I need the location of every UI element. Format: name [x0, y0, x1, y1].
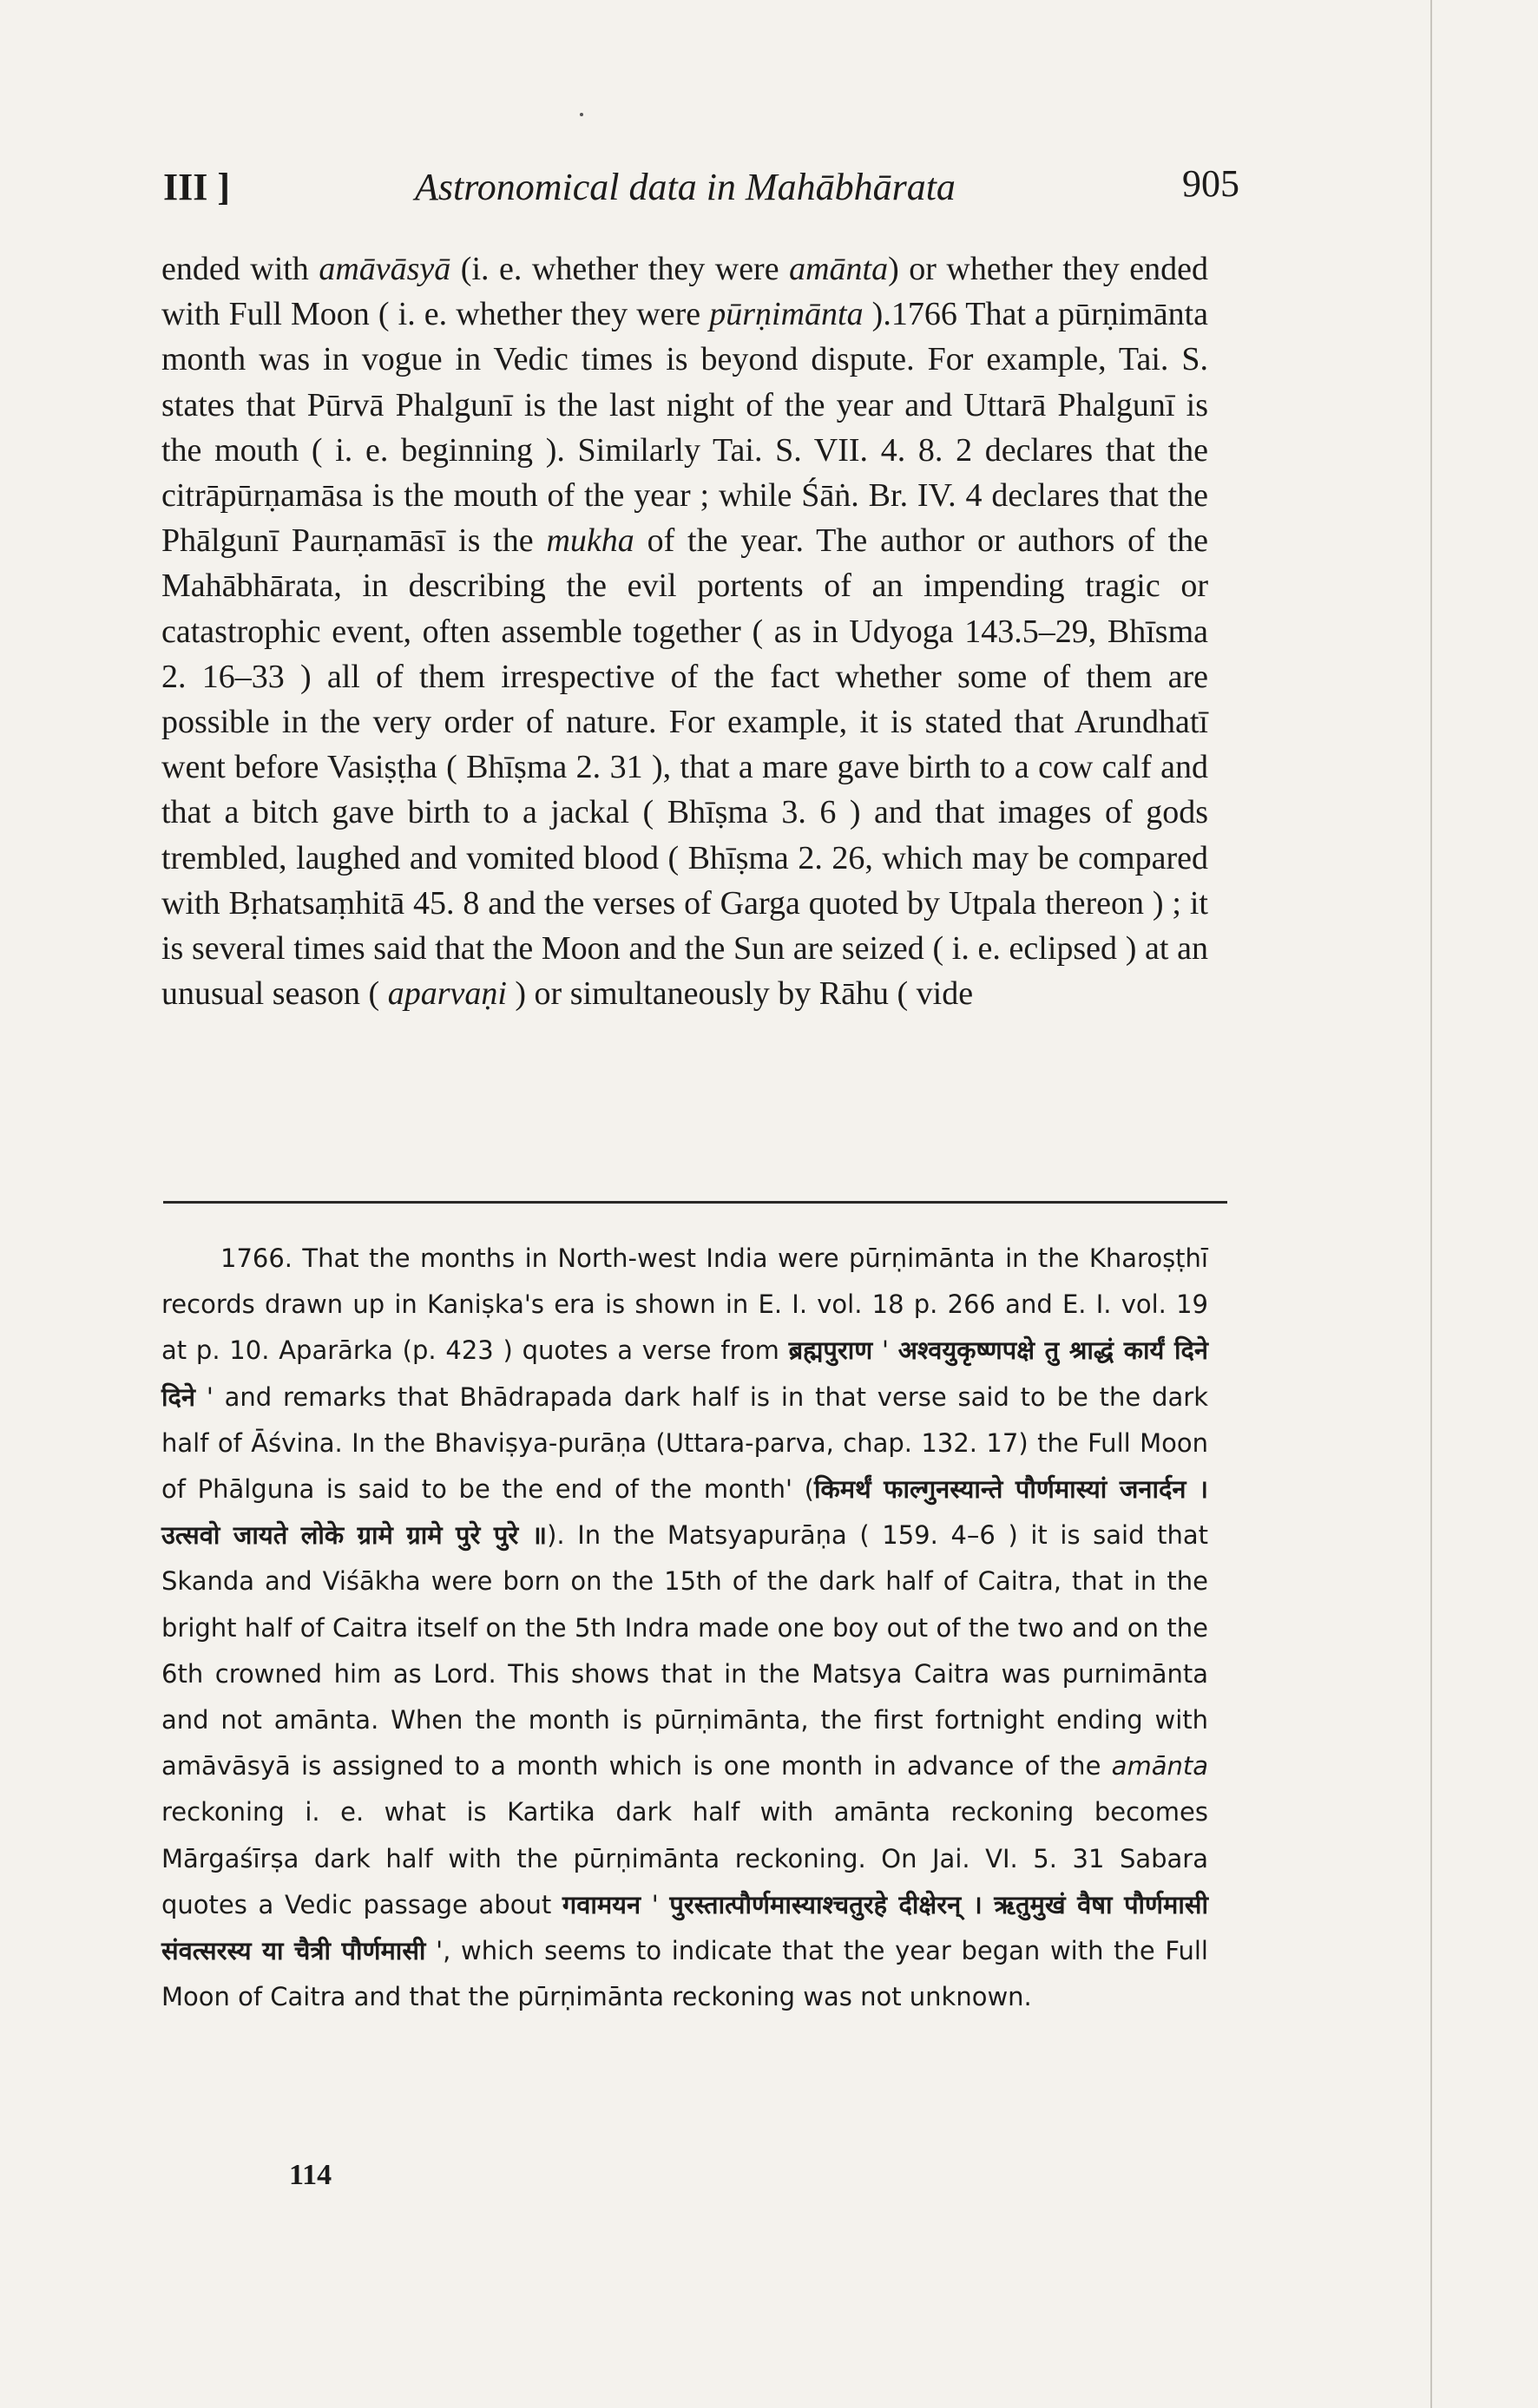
text-run: ', which seems to indicate that the year began with the Full Moon of Caitra and that the pūrṇimānta reckoning was not unknown. — [161, 1936, 1208, 2012]
print-speck — [580, 113, 583, 116]
devanagari-quote: पुरस्तात्पौर्णमास्याश्चतुरहे दीक्षेरन् । ऋतुमुखं वैषा पौर्णमासी संवत्सरस्य या चैत्री पौर्णमासी — [161, 1889, 1208, 1966]
italic-term: pūrṇimānta — [709, 296, 864, 333]
text-run: ' — [641, 1889, 670, 1919]
scan-edge-line — [1430, 0, 1432, 2408]
text-run: 1766. That the months in North-west India were pūrṇimānta in the Kharoṣṭhī records drawn up in Kaniṣka's era is shown in E. I. vol. 18 p. 266 and E. I. vol. 19 at p. 10. Aparārka (p. 423 ) quotes a verse from — [161, 1243, 1208, 1366]
text-run: of the year. The author or authors of the Mahābhārata, in describing the evil portents of an impending tragic or catastrophic event, often assemble together ( as in Udyoga 143.5–29, Bhīsma 2. 16–33 ) all of them irrespective of the fact whether some of them are possible in the very order of nature. For example, it is stated that Arundhatī went before Vasiṣṭha ( Bhīṣma 2. 31 ), that a mare gave birth to a cow calf and that a bitch gave birth to a jackal ( Bhīṣma 3. 6 ) and that images of gods trembled, laughed and vomited blood ( Bhīṣma 2. 26, which may be compared with Bṛhatsaṃhitā 45. 8 and the verses of Garga quoted by Utpala thereon ) ; it is several times said that the Moon and the Sun are seized ( i. e. eclipsed ) at an unusual season ( — [161, 522, 1208, 1013]
text-run: ). In the Matsyapurāṇa ( 159. 4–6 ) it is said that Skanda and Viśākha were born on the 15th of the dark half of Caitra, that in the bright half of Caitra itself on the 5th Indra made one boy out of the two and on the 6th crowned him as Lord. This shows that in the Matsya Caitra was purnimānta and not amānta. When the month is pūrṇimānta, the first fortnight ending with amāvāsyā is assigned to a month which is one month in advance of the — [161, 1520, 1208, 1781]
text-run: ) or whether they ended with Full Moon ( i. e. whether they were — [161, 251, 1208, 333]
footnote-rule — [163, 1201, 1227, 1204]
paragraph-text — [161, 246, 1208, 1016]
footnote-text — [161, 1236, 1208, 2020]
italic-term: amānta — [789, 251, 889, 287]
text-run: reckoning i. e. what is Kartika dark half with amānta reckoning becomes Mārgaśīrṣa dark half with the pūrṇimānta reckoning. On Jai. VI. 5. 31 Sabara quotes a Vedic passage about — [161, 1797, 1208, 1919]
running-header — [163, 162, 1239, 217]
page-number: 905 — [1182, 162, 1239, 205]
devanagari-quote: ब्रह्मपुराण — [788, 1335, 873, 1366]
italic-term: mukha — [546, 522, 634, 560]
devanagari-quote: गवामयन — [562, 1889, 641, 1919]
devanagari-quote: अश्वयुकृष्णपक्षे तु श्राद्धं कार्यं दिने दिने — [161, 1335, 1208, 1412]
text-run: ' and remarks that Bhādrapada dark half is in that verse said to be the dark half of Āśvina. In the Bhaviṣya-purāṇa (Uttara-parva, chap. 132. 17) the Full Moon of Phālguna is said to be the end of the month' ( — [161, 1381, 1208, 1505]
italic-term: amāvāsyā — [319, 251, 451, 287]
main-paragraph — [161, 246, 1208, 1016]
italic-term: aparvaṇi — [387, 975, 507, 1013]
footnote-1766 — [161, 1236, 1208, 2020]
text-run: ).1766 That a pūrṇimānta month was in vogue in Vedic times is beyond dispute. For example, Tai. S. states that Pūrvā Phalgunī is the last night of the year and Uttarā Phalgunī is the mouth ( i. e. beginning ). Similarly Tai. S. VII. 4. 8. 2 declares that the citrāpūrṇamāsa is the mouth of the year ; while Śāṅ. Br. IV. 4 declares that the Phālgunī Paurṇamāsī is the — [161, 296, 1209, 560]
devanagari-quote: किमर्थं फाल्गुनस्यान्ते पौर्णमास्यां जनार्दन । उत्सवो जायते लोके ग्रामे ग्रामे पुरे पुरे ॥ — [161, 1474, 1209, 1551]
text-run: ' — [872, 1335, 898, 1366]
text-run: ) or simultaneously by Rāhu ( vide — [506, 975, 974, 1013]
text-run: (i. e. whether they were — [450, 251, 790, 287]
text-run: ended with — [161, 251, 319, 287]
italic-term: amānta — [1111, 1751, 1208, 1781]
running-title: Astronomical data in Mahābhārata — [415, 166, 956, 208]
chapter-number: III ] — [163, 166, 231, 208]
signature-folio: 114 — [289, 2159, 332, 2191]
